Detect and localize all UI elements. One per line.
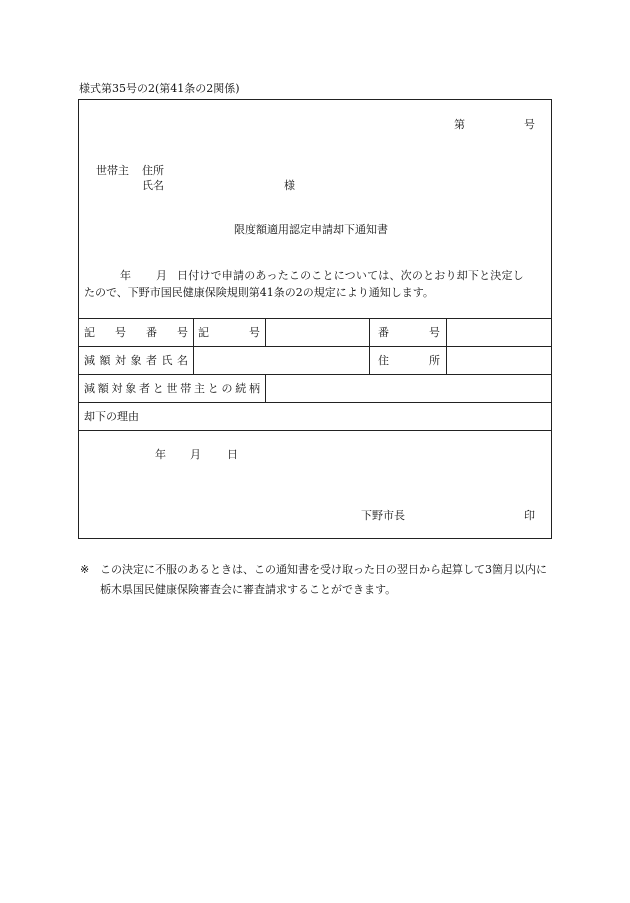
seal-mark: 印: [524, 509, 535, 522]
divider: [78, 402, 552, 403]
householder-label: 世帯主: [96, 164, 129, 177]
kigou-bangou-label: 記 号 番 号: [84, 326, 188, 339]
date-month: 月: [190, 448, 201, 461]
number-suffix: 号: [524, 118, 535, 131]
address-cell-label: 住 所: [378, 354, 440, 367]
footnote: [80, 560, 550, 600]
divider: [446, 318, 447, 374]
number-prefix: 第: [454, 118, 465, 131]
body-text-line1: 日付けで申請のあったこのことについては、次のとおり却下と決定し: [177, 269, 524, 282]
honorific: 様: [284, 179, 295, 192]
date-year: 年: [155, 448, 166, 461]
note-mark: ※: [80, 563, 90, 576]
note-text: この決定に不服のあるときは、この通知書を受け取った日の翌日から起算して3箇月以内に栃木県国民健康保険審査会に審査請求することができます。: [100, 563, 547, 596]
divider: [265, 374, 266, 402]
body-year: 年: [120, 269, 131, 282]
relation-label: 減 額 対 象 者 と 世 帯 主 と の 続 柄: [84, 382, 260, 395]
mayor-label: 下野市長: [361, 509, 405, 522]
document-title: 限度額適用認定申請却下通知書: [234, 223, 388, 236]
divider: [78, 430, 552, 431]
divider: [265, 318, 266, 346]
body-month: 月: [156, 269, 167, 282]
body-text-line2: たので、下野市国民健康保険規則第41条の2の規定により通知します。: [84, 286, 434, 299]
date-day: 日: [227, 448, 238, 461]
divider: [193, 318, 194, 374]
divider: [78, 346, 552, 347]
form-number-label: 様式第35号の2(第41条の2関係): [79, 82, 240, 95]
target-name-label: 減 額 対 象 者 氏 名: [84, 354, 188, 367]
bangou-label: 番 号: [378, 326, 440, 339]
kigou-label: 記 号: [198, 326, 260, 339]
name-label: 氏名: [142, 179, 164, 192]
divider: [78, 374, 552, 375]
divider: [369, 318, 370, 374]
divider: [78, 318, 552, 319]
reason-label: 却下の理由: [84, 410, 139, 423]
address-label: 住所: [142, 164, 164, 177]
